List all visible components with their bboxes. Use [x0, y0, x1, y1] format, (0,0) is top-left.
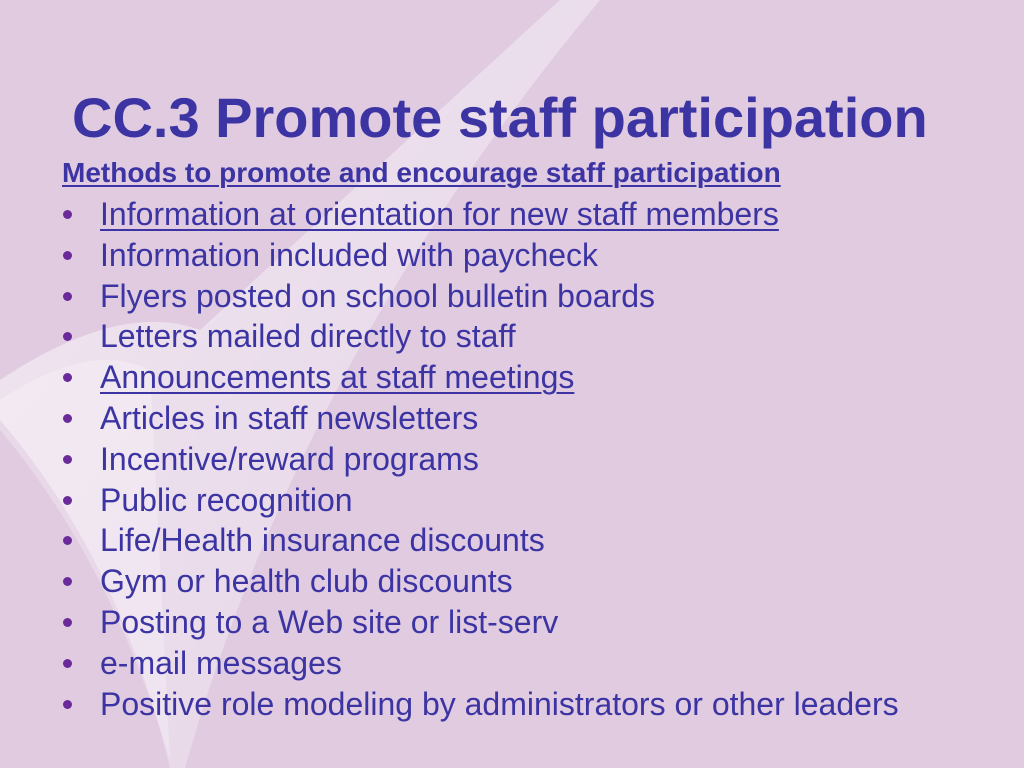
bullet-text: Articles in staff newsletters [100, 399, 479, 436]
bullet-text: Incentive/reward programs [100, 440, 479, 477]
list-item [62, 643, 899, 684]
bullet-dot-icon [63, 292, 72, 301]
list-item [62, 684, 899, 725]
bullet-text: Life/Health insurance discounts [100, 522, 545, 559]
bullet-text: Letters mailed directly to staff [100, 318, 516, 355]
bullet-text: Flyers posted on school bulletin boards [100, 277, 655, 314]
bullet-dot-icon [63, 210, 72, 219]
slide-subtitle: Methods to promote and encourage staff participation [62, 157, 781, 188]
list-item [62, 602, 899, 643]
bullet-dot-icon [63, 414, 72, 423]
list-item [62, 520, 899, 561]
list-item[interactable] [62, 357, 899, 398]
list-item [62, 561, 899, 602]
bullet-dot-icon [63, 496, 72, 505]
bullet-dot-icon [63, 700, 72, 709]
bullet-dot-icon [63, 618, 72, 627]
bullet-dot-icon [63, 373, 72, 382]
bullet-dot-icon [63, 455, 72, 464]
bullet-dot-icon [63, 251, 72, 260]
list-item [62, 398, 899, 439]
bullet-text: Positive role modeling by administrators or other leaders [100, 685, 899, 722]
list-item [62, 235, 899, 276]
list-item [62, 439, 899, 480]
bullet-text: Public recognition [100, 481, 353, 518]
slide-title: CC.3 Promote staff participation [72, 86, 928, 149]
bullet-dot-icon [63, 332, 72, 341]
bullet-link[interactable]: Information at orientation for new staff members [100, 196, 779, 232]
bullet-text: Gym or health club discounts [100, 563, 513, 600]
bullet-dot-icon [63, 659, 72, 668]
bullet-dot-icon [63, 577, 72, 586]
bullet-text: e-mail messages [100, 644, 342, 681]
bullet-text: Posting to a Web site or list-serv [100, 603, 559, 640]
list-item [62, 276, 899, 317]
bullet-dot-icon [63, 536, 72, 545]
bullet-list [62, 194, 899, 724]
list-item[interactable] [62, 194, 899, 235]
bullet-text: Information included with paycheck [100, 236, 599, 273]
list-item [62, 480, 899, 521]
bullet-link[interactable]: Announcements at staff meetings [100, 359, 575, 396]
list-item [62, 316, 899, 357]
